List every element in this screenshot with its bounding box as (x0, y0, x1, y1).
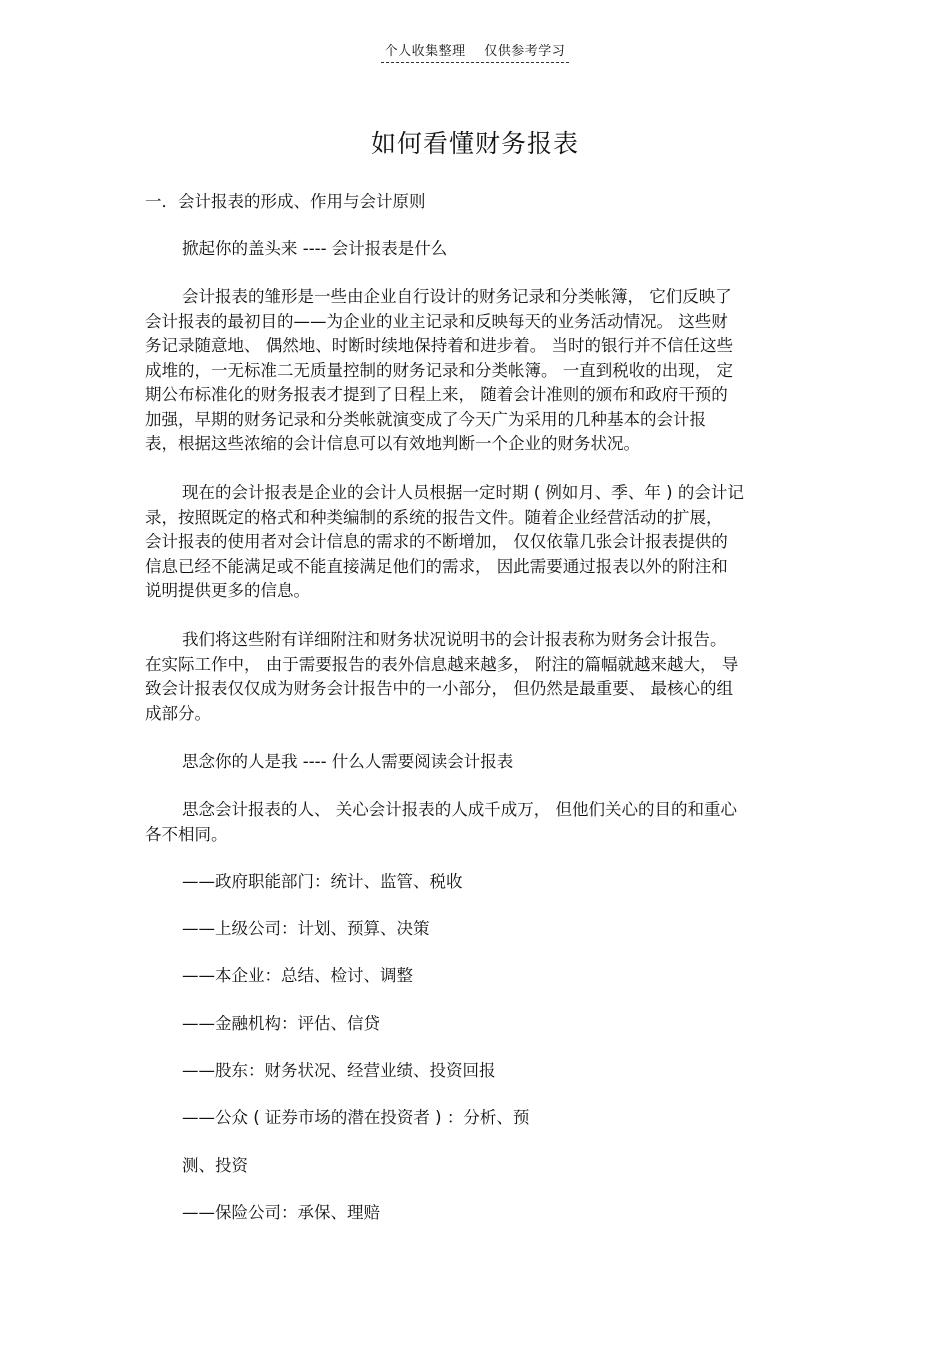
paragraph-line: 信息已经不能满足或不能直接满足他们的需求， 因此需要通过报表以外的附注和 (145, 557, 728, 576)
paragraph-line: 表，根据这些浓缩的会计信息可以有效地判断一个企业的财务状况。 (145, 434, 640, 453)
paragraph-line: 现在的会计报表是企业的会计人员根据一定时期 ( 例如月、季、年 ) 的会计记 (182, 483, 744, 502)
paragraph-line: 成部分。 (145, 704, 211, 723)
document-title: 如何看懂财务报表 (370, 129, 579, 158)
list-item: ——公众 ( 证券市场的潜在投资者 ) ：分析、预 (182, 1108, 530, 1127)
list-item: ——上级公司：计划、预算、决策 (182, 919, 430, 938)
subheading: 思念你的人是我 ---- 什么人需要阅读会计报表 (182, 752, 514, 771)
list-item: ——金融机构：评估、信贷 (182, 1014, 380, 1033)
list-item: ——政府职能部门：统计、监管、税收 (182, 872, 463, 891)
paragraph-line: 成堆的，一无标准二无质量控制的财务记录和分类帐簿。 一直到税收的出现， 定 (145, 361, 733, 380)
paragraph-line: 录，按照既定的格式和种类编制的系统的报告文件。随着企业经营活动的扩展， (145, 508, 723, 527)
header-text: 个人收集整理 仅供参考学习 (381, 40, 570, 63)
paragraph-line: 说明提供更多的信息。 (145, 581, 310, 600)
list-item: ——本企业：总结、检讨、调整 (182, 966, 413, 985)
paragraph-line: 各不相同。 (145, 825, 228, 844)
list-item: ——保险公司：承保、理赔 (182, 1203, 380, 1222)
paragraph-line: 我们将这些附有详细附注和财务状况说明书的会计报表称为财务会计报告。 (182, 630, 727, 649)
paragraph-line: 致会计报表仅仅成为财务会计报告中的一小部分， 但仍然是最重要、 最核心的组 (145, 679, 733, 698)
list-item: ——股东：财务状况、经营业绩、投资回报 (182, 1061, 496, 1080)
paragraph-line: 在实际工作中， 由于需要报告的表外信息越来越多， 附注的篇幅就越来越大， 导 (145, 655, 739, 674)
paragraph-line: 期公布标准化的财务报表才提到了日程上来， 随着会计准则的颁布和政府干预的 (145, 385, 728, 404)
paragraph-line: 思念会计报表的人、 关心会计报表的人成千成万， 但他们关心的目的和重心 (182, 800, 737, 819)
paragraph-line: 会计报表的雏形是一些由企业自行设计的财务记录和分类帐簿， 它们反映了 (182, 287, 732, 306)
paragraph-line: 会计报表的使用者对会计信息的需求的不断增加， 仅仅依靠几张会计报表提供的 (145, 532, 728, 551)
list-item-continuation: 测、投资 (182, 1156, 248, 1175)
paragraph-line: 会计报表的最初目的——为企业的业主记录和反映每天的业务活动情况。 这些财 (145, 312, 728, 331)
subheading: 掀起你的盖头来 ---- 会计报表是什么 (182, 239, 448, 258)
paragraph-line: 加强，早期的财务记录和分类帐就演变成了今天广为采用的几种基本的会计报 (145, 410, 706, 429)
section-heading: 一．会计报表的形成、作用与会计原则 (145, 192, 426, 211)
paragraph-line: 务记录随意地、 偶然地、时断时续地保持着和进步着。 当时的银行并不信任这些 (145, 336, 733, 355)
